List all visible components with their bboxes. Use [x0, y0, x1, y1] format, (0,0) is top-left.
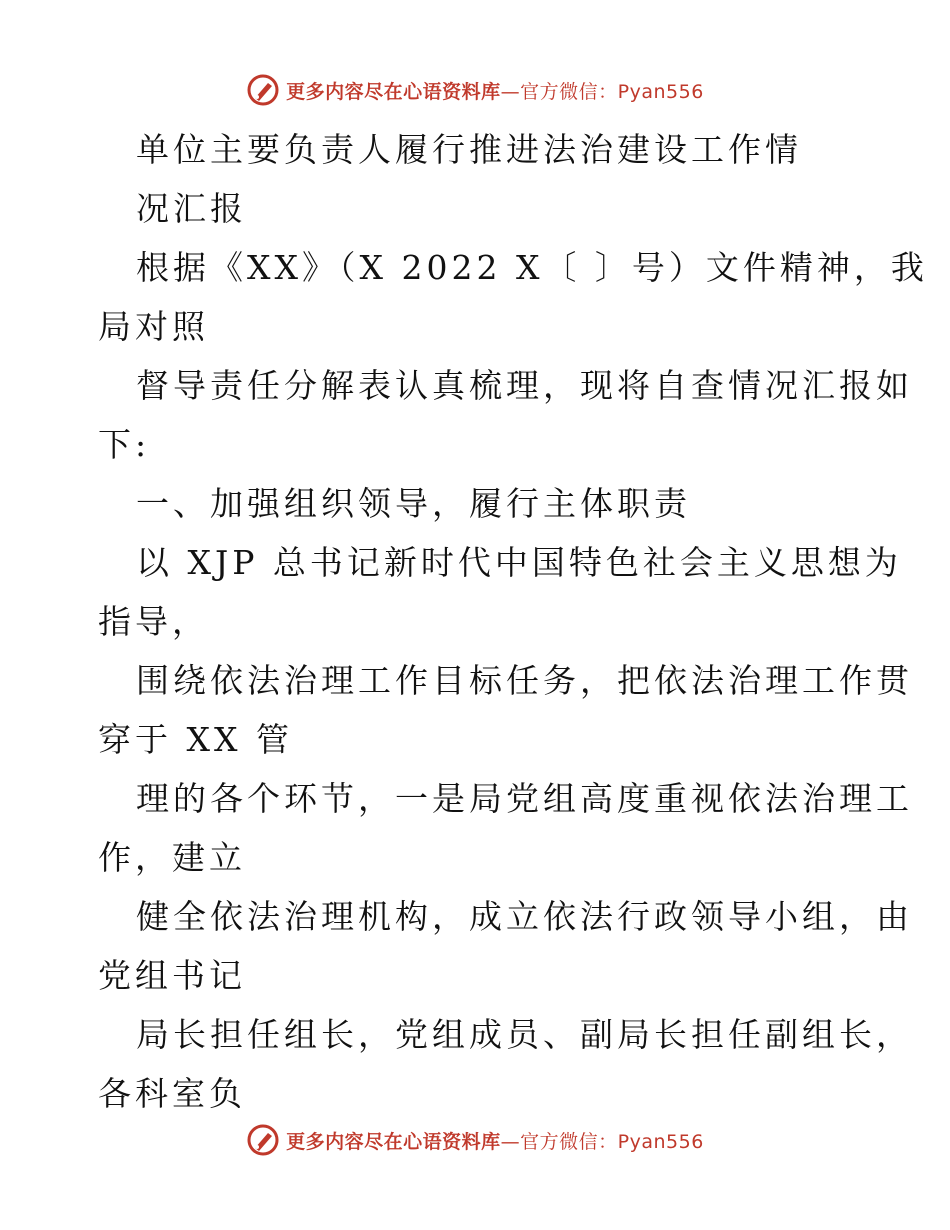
watermark-account: 官方微信：Pyan556 — [520, 80, 704, 103]
watermark-separator: — — [500, 80, 521, 103]
text-line: 党组书记 — [98, 956, 246, 995]
text-line: 下: — [98, 425, 151, 464]
watermark-separator: — — [500, 1130, 521, 1153]
text-line: 理的各个环节，一是局党组高度重视依法治理工 — [136, 779, 913, 818]
text-line: 指导， — [98, 602, 209, 641]
text-line: 穿于 XX 管 — [98, 720, 293, 759]
watermark-footer — [0, 1120, 950, 1160]
text-line: 围绕依法治理工作目标任务，把依法治理工作贯 — [136, 661, 913, 700]
watermark-main: 更多内容尽在心语资料库 — [286, 1130, 501, 1153]
watermark-header — [0, 70, 950, 110]
text-line: 各科室负 — [98, 1074, 246, 1113]
text-line: 局对照 — [98, 307, 209, 346]
text-line: 健全依法治理机构，成立依法行政领导小组，由 — [136, 897, 913, 936]
text-line: 况汇报 — [136, 189, 247, 228]
text-line: 作，建立 — [98, 838, 246, 877]
watermark-main: 更多内容尽在心语资料库 — [286, 80, 501, 103]
text-line: 以 XJP 总书记新时代中国特色社会主义思想为 — [136, 543, 902, 582]
pen-logo-icon — [246, 1123, 280, 1157]
text-line: 根据《XX》（X 2022 X〔 〕号）文件精神，我 — [136, 248, 928, 287]
watermark-text — [286, 1127, 704, 1154]
watermark-account: 官方微信：Pyan556 — [520, 1130, 704, 1153]
text-line: 督导责任分解表认真梳理，现将自查情况汇报如 — [136, 366, 913, 405]
document-body — [98, 120, 928, 1123]
text-line: 局长担任组长，党组成员、副局长担任副组长， — [136, 1015, 913, 1054]
pen-logo-icon — [246, 73, 280, 107]
watermark-text — [286, 77, 704, 104]
text-line: 一、加强组织领导，履行主体职责 — [136, 484, 691, 523]
text-line: 单位主要负责人履行推进法治建设工作情 — [136, 130, 802, 169]
